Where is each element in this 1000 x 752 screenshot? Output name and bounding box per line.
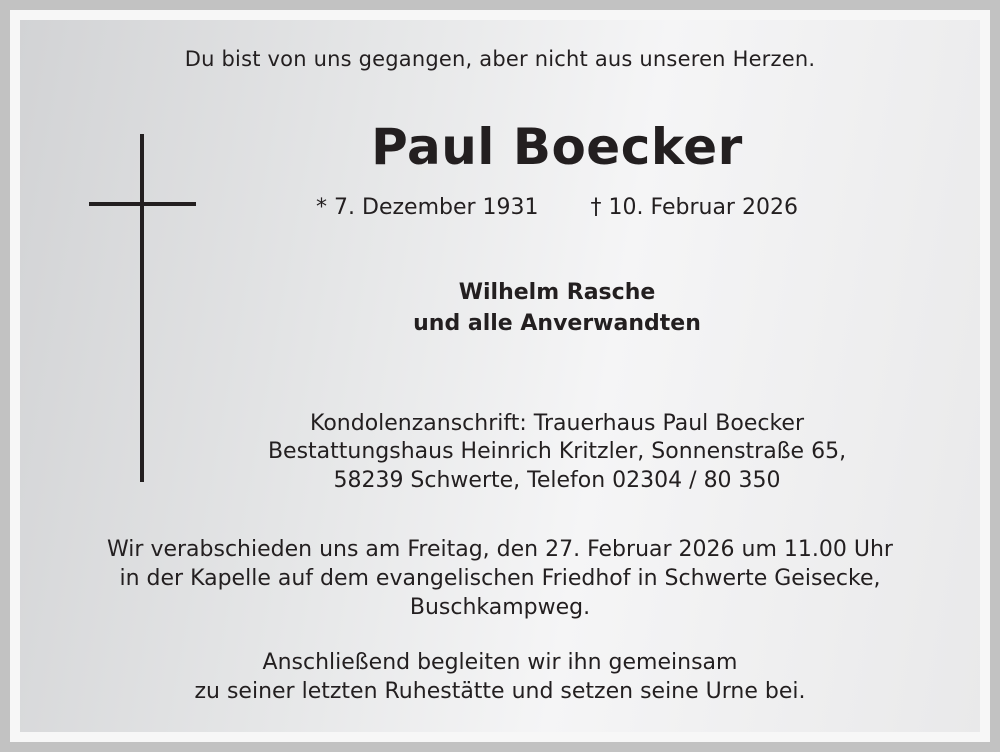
death-date: † 10. Februar 2026 — [590, 195, 798, 220]
deceased-name: Paul Boecker — [371, 118, 743, 176]
condolence-address-line: Kondolenzanschrift: Trauerhaus Paul Boecker — [310, 411, 804, 436]
burial-info-line: zu seiner letzten Ruhestätte und setzen seine Urne bei. — [194, 679, 806, 704]
motto-text: Du bist von uns gegangen, aber nicht aus unseren Herzen. — [184, 47, 816, 71]
service-info-line: in der Kapelle auf dem evangelischen Friedhof in Schwerte Geisecke, — [119, 566, 881, 591]
service-info-line: Buschkampweg. — [409, 595, 591, 620]
condolence-address-line: 58239 Schwerte, Telefon 02304 / 80 350 — [333, 468, 781, 493]
birth-date: * 7. Dezember 1931 — [316, 195, 539, 220]
life-dates — [57, 195, 1000, 220]
condolence-address-line: Bestattungshaus Heinrich Kritzler, Sonnenstraße 65, — [267, 439, 847, 464]
burial-info-line: Anschließend begleiten wir ihn gemeinsam — [262, 650, 738, 675]
mourner-line: und alle Anverwandten — [413, 311, 701, 336]
mourner-line: Wilhelm Rasche — [458, 280, 656, 305]
service-info-line: Wir verabschieden uns am Freitag, den 27. Februar 2026 um 11.00 Uhr — [107, 537, 893, 562]
